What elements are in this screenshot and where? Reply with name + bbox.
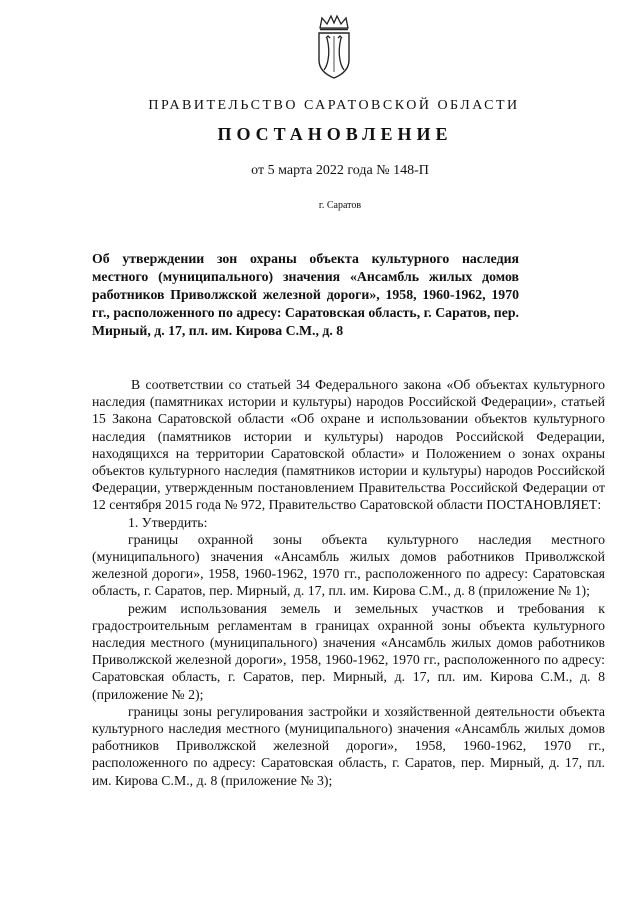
preamble-paragraph: В соответствии со статьей 34 Федерального закона «Об объектах культурного наследия (памятниках истории и культуры) народов Российской Федерации», статьей 15 Закона Саратовской области «Об охране и использовании объектов культурного наследия (памятников истории и культуры) народов Российской Федерации, находящихся на территории Саратовской области» и Положением о зонах охраны объектов культурного наследия (памятников истории и культуры) народов Российской Федерации, утвержденным постановлением Правительства Российской Федерации от 12 сентября 2015 года № 972, Правительство Саратовской области ПОСТАНОВЛЯЕТ: [92,377,605,513]
point-1: 1. Утвердить: [128,514,208,530]
document-date-number: от 5 марта 2022 года № 148-П [251,163,429,178]
document-title: Об утверждении зон охраны объекта культурного наследия местного (муниципального) значения «Ансамбль жилых домов работников Приволжской железной дороги», 1958, 1960-1962, 1970 гг., расположенного по адресу: Саратовская область, г. Саратов, пер. Мирный, д. 17, пл. им. Кирова С.М., д. 8 [92,251,519,338]
list-item: границы зоны регулирования застройки и хозяйственной деятельности объекта культурного наследия местного (муниципального) значения «Ансамбль жилых домов работников Приволжской железной дороги», 1958, 1960-1962, 1970 гг., расположенного по адресу: Саратовская область, г. Саратов, пер. Мирный, д. 17, пл. им. Кирова С.М., д. 8 (приложение № 3); [92,703,605,788]
saratov-coat-of-arms-icon [314,14,354,80]
list-item: режим использования земель и земельных участков и требования к градостроительным регламентам в границах охранной зоны объекта культурного наследия местного (муниципального) значения «Ансамбль жилых домов работников Приволжской железной дороги», 1958, 1960-1962, 1970 гг., расположенного по адресу: Саратовская область, г. Саратов, пер. Мирный, д. 17, пл. им. Кирова С.М., д. 8 (приложение № 2); [92,600,605,702]
organization-name: ПРАВИТЕЛЬСТВО САРАТОВСКОЙ ОБЛАСТИ [148,98,520,113]
list-item: границы охранной зоны объекта культурного наследия местного (муниципального) значения «Ансамбль жилых домов работников Приволжской железной дороги», 1958, 1960-1962, 1970 гг., расположенного по адресу: Саратовская область, г. Саратов, пер. Мирный, д. 17, пл. им. Кирова С.М., д. 8 (приложение № 1); [92,531,605,599]
document-body [92,376,605,789]
document-type: ПОСТАНОВЛЕНИЕ [217,124,453,144]
document-city: г. Саратов [318,200,362,211]
